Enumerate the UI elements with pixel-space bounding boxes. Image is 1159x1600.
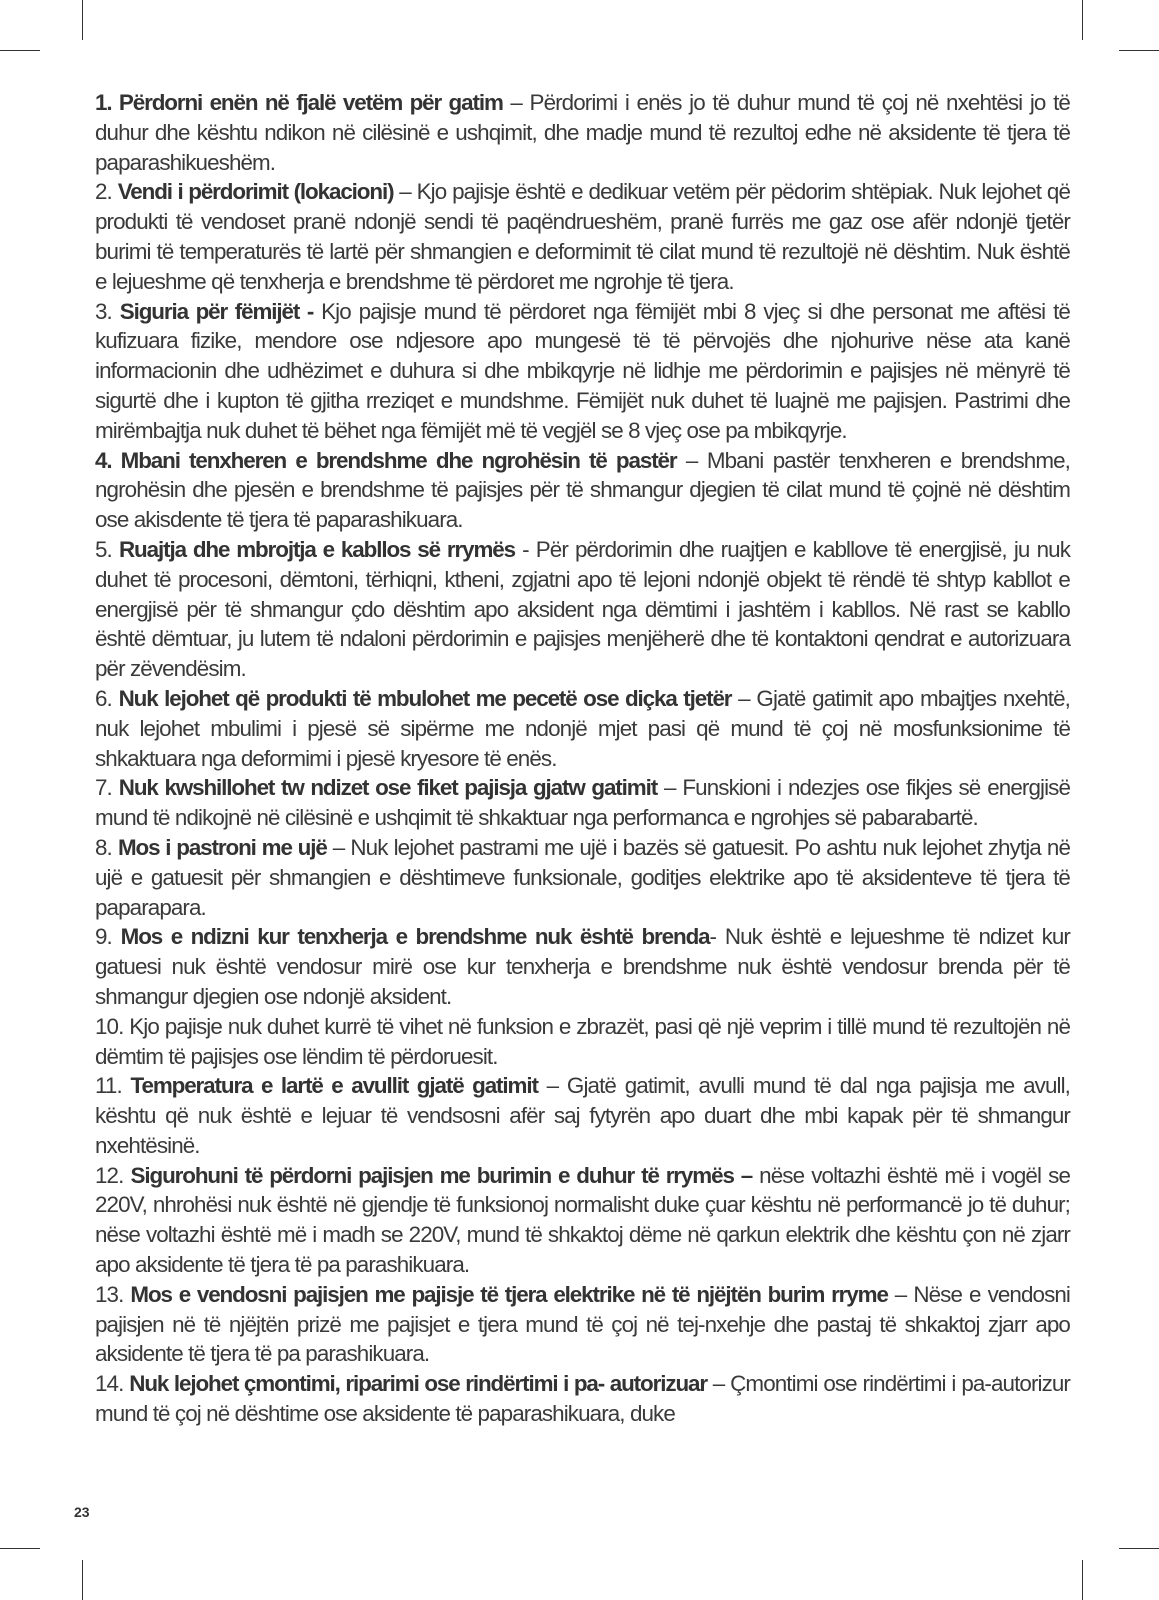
- list-item: 2. Vendi i përdorimit (lokacioni) – Kjo pajisje është e dedikuar vetëm për pëdorim shtëpiak. Nuk lejohet që produkti të vendoset pranë ndonjë sendi të paqëndrueshëm, pranë furrës me gaz ose afër ndonjë tjetër burimi të temperaturës të lartë për shmangien e deformimit të cilat mund të rezultojë në dështim. Nuk është e lejueshme që tenxherja e brendshme të përdoret me ngrohje të tjera.: [95, 179, 1070, 294]
- list-item: 3. Siguria për fëmijët - Kjo pajisje mund të përdoret nga fëmijët mbi 8 vjeç si dhe personat me aftësi të kufizuara fizike, mendore ose ndjesore apo mungesë të të përvojës dhe njohurive nëse ata kanë informacionin dhe udhëzimet e duhura si dhe mbikqyrje në lidhje me përdorimin e pajisjes në mënyrë të sigurtë dhe i kupton të gjitha rreziqet e mundshme. Fëmijët nuk duhet të luajnë me pajisjen. Pastrimi dhe mirëmbajtja nuk duhet të bëhet nga fëmijët më të vegjël se 8 vjeç ose pa mbikqyrje.: [95, 298, 1070, 443]
- list-item: 10. Kjo pajisje nuk duhet kurrë të vihet në funksion e zbrazët, pasi që një veprim i tillë mund të rezultojën në dëmtim të pajisjes ose lëndim të përdoruesit.: [95, 1013, 1071, 1069]
- list-item: 4. Mbani tenxheren e brendshme dhe ngrohësin të pastër – Mbani pastër tenxheren e brendshme, ngrohësin dhe pjesën e brendshme të pajisjes për të shmangur djegien të cilat mund të çojnë në dështim ose akisdente të tjera të paparashikuara.: [95, 447, 1070, 533]
- crop-mark: [1119, 1548, 1159, 1549]
- list-item: 12. Sigurohuni të përdorni pajisjen me burimin e duhur të rrymës – nëse voltazhi është më i vogël se 220V, nhrohësi nuk është në gjendje të funksionoj normalisht duke çuar kështu në performancë jo të duhur; nëse voltazhi është më i madh se 220V, mund të shkaktoj dëme në qarkun elektrik dhe kështu çon në zjarr apo aksidente të tjera të pa parashikuara.: [95, 1162, 1071, 1278]
- crop-mark: [82, 0, 83, 40]
- list-item: 8. Mos i pastroni me ujë – Nuk lejohet pastrami me ujë i bazës së gatuesit. Po ashtu nuk lejohet zhytja në ujë e gatuesit për shmangien e dështimeve funksionale, goditjes elektrike apo të aksidenteve të tjera të paparapara.: [95, 834, 1070, 920]
- crop-mark: [1082, 0, 1083, 40]
- crop-mark: [1082, 1560, 1083, 1600]
- page-number: 23: [74, 1504, 90, 1520]
- crop-mark: [82, 1560, 83, 1600]
- list-item: 1. Përdorni enën në fjalë vetëm për gatim – Përdorimi i enës jo të duhur mund të çoj në nxehtësi jo të duhur dhe kështu ndikon në cilësinë e ushqimit, dhe madje mund të rezultoj edhe në aksidente të tjera të paparashikueshëm.: [95, 90, 1070, 175]
- list-item: 6. Nuk lejohet që produkti të mbulohet me pecetë ose diçka tjetër – Gjatë gatimit apo mbajtjes nxehtë, nuk lejohet mbulimi i pjesë së sipërme me ndonjë mjet pasi që mund të çoj në mosfunksionime të shkaktuara nga deformimi i pjesë kryesore të enës.: [95, 685, 1071, 771]
- list-item: 5. Ruajtja dhe mbrojtja e kabllos së rrymës - Për përdorimin dhe ruajtjen e kabllove të energjisë, ju nuk duhet të procesoni, dëmtoni, tërhiqni, ktheni, zgjatni apo të lejoni ndonjë objekt të rëndë të shtyp kabllot e energjisë për të shmangur çdo dështim apo aksident nga dëmtimi i jashtëm i kabllos. Në rast se kabllo është dëmtuar, ju lutem të ndaloni përdorimin e pajisjes menjëherë dhe të kontaktoni qendrat e autorizuara për zëvendësim.: [95, 536, 1070, 682]
- crop-mark: [0, 50, 40, 51]
- list-item: 11. Temperatura e lartë e avullit gjatë gatimit – Gjatë gatimit, avulli mund të dal nga pajisja me avull, kështu që nuk është e lejuar të vendsosni afër saj fytyrën apo duart dhe mbi kapak për të shmangur nxehtësinë.: [95, 1073, 1070, 1158]
- safety-instructions: [95, 88, 1070, 1429]
- crop-mark: [1119, 50, 1159, 51]
- list-item: 7. Nuk kwshillohet tw ndizet ose fiket pajisja gjatw gatimit – Funskioni i ndezjes ose fikjes së energjisë mund të ndikojnë në cilësinë e ushqimit të shkaktuar nga performanca e ngrohjes së pabarabartë.: [95, 775, 1070, 831]
- crop-mark: [0, 1548, 40, 1549]
- list-item: 13. Mos e vendosni pajisjen me pajisje të tjera elektrike në të njëjtën burim rryme – Nëse e vendosni pajisjen në të njëjtën prizë me pajisjet e tjera mund të çoj në tej-nxehje dhe pastaj të shkaktoj zjarr apo aksidente të tjera të pa parashikuara.: [95, 1281, 1070, 1367]
- list-item: 9. Mos e ndizni kur tenxherja e brendshme nuk është brenda- Nuk është e lejueshme të ndizet kur gatuesi nuk është vendosur mirë ose kur tenxherja e brendshme nuk është vendosur brenda për të shmangur djegien ose ndonjë aksident.: [95, 924, 1070, 1009]
- list-item: 14. Nuk lejohet çmontimi, riparimi ose rindërtimi i pa- autorizuar – Çmontimi ose rindërtimi i pa-autorizur mund të çoj në dështime ose aksidente të paparashikuara, duke: [95, 1371, 1070, 1427]
